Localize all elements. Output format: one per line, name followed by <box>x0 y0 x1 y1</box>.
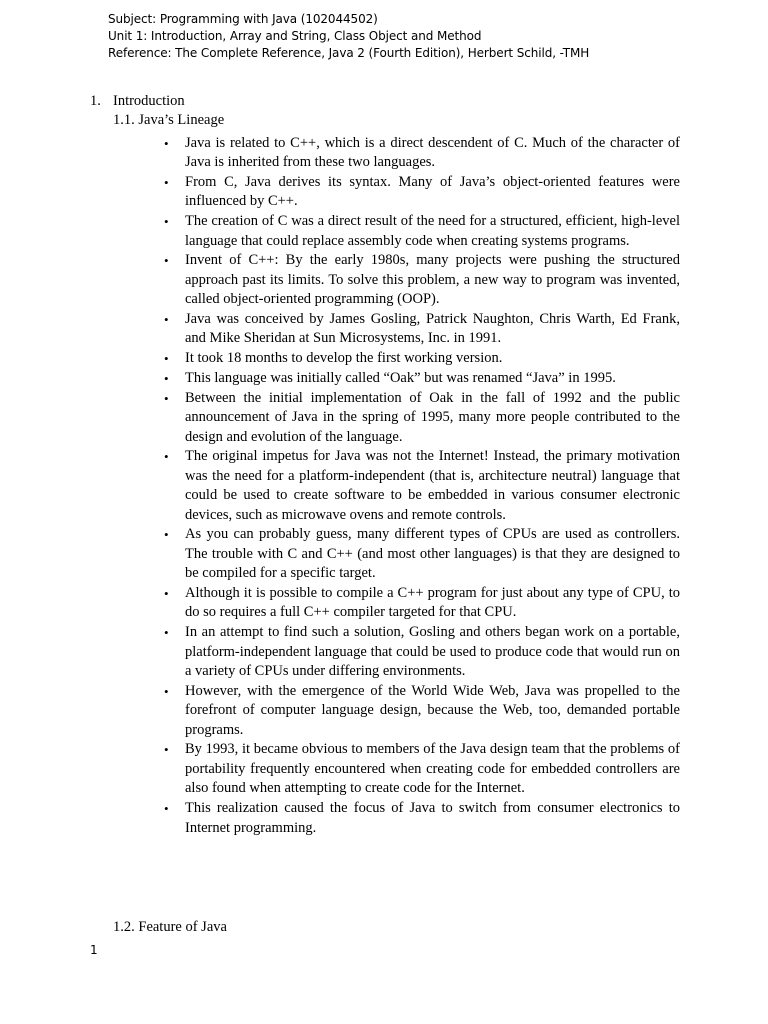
list-item <box>90 310 680 349</box>
list-item <box>90 389 680 447</box>
list-item-text: In an attempt to find such a solution, Gosling and others began work on a portable, platform-independent language that could be used to produce code that would run on a variety of CPUs under differing environments. <box>185 624 680 680</box>
list-item <box>90 173 680 212</box>
list-item-text: Java was conceived by James Gosling, Patrick Naughton, Chris Warth, Ed Frank, and Mike Sheridan at Sun Microsystems, Inc. in 1991. <box>185 311 680 347</box>
list-item-text: Invent of C++: By the early 1980s, many projects were pushing the structured approach past its limits. To solve this problem, a new way to program was invented, called object-oriented programming (OOP). <box>185 252 680 308</box>
bullet-icon: • <box>164 625 169 641</box>
bullet-icon: • <box>164 351 169 367</box>
bullet-icon: • <box>164 527 169 543</box>
bullet-icon: • <box>164 135 169 151</box>
list-item-text: From C, Java derives its syntax. Many of Java’s object-oriented features were influenced by C++. <box>185 174 680 210</box>
list-item-text: Java is related to C++, which is a direct descendent of C. Much of the character of Java is inherited from these two languages. <box>185 134 680 171</box>
list-item <box>90 134 680 173</box>
section-title: Introduction <box>113 93 185 109</box>
list-item <box>90 740 680 798</box>
list-item-text: The creation of C was a direct result of the need for a structured, efficient, high-level language that could replace assembly code when creating systems programs. <box>185 213 680 249</box>
list-item <box>90 584 680 623</box>
header-subject: Subject: Programming with Java (102044502) <box>108 12 378 26</box>
section-number: 1. <box>90 93 101 109</box>
bullet-icon: • <box>164 449 169 465</box>
header-unit: Unit 1: Introduction, Array and String, Class Object and Method <box>108 29 482 43</box>
list-item-text: As you can probably guess, many different types of CPUs are used as controllers. The trouble with C and C++ (and most other languages) is that they are designed to be compiled for a specific target. <box>185 526 680 582</box>
list-item-text: Between the initial implementation of Oak in the fall of 1992 and the public announcement of Java in the spring of 1995, many more people contributed to the design and evolution of the language. <box>185 389 680 445</box>
section-heading-introduction <box>90 92 680 111</box>
list-item-text: By 1993, it became obvious to members of the Java design team that the problems of portability frequently encountered when creating code for embedded controllers are also found when attempting to create code for the Internet. <box>185 741 680 797</box>
document-body <box>90 92 680 838</box>
list-item-text: This language was initially called “Oak” but was renamed “Java” in 1995. <box>185 370 616 387</box>
header-reference: Reference: The Complete Reference, Java 2 (Fourth Edition), Herbert Schild, -TMH <box>108 46 590 60</box>
list-item-text: It took 18 months to develop the first working version. <box>185 350 503 367</box>
list-item-text: The original impetus for Java was not the Internet! Instead, the primary motivation was the need for a platform-independent (that is, architecture neutral) language that could be used to create software to be embedded in various consumer electronic devices, such as microwave ovens and remote controls. <box>185 448 680 523</box>
page-number: 1 <box>90 943 98 957</box>
bullet-icon: • <box>164 214 169 230</box>
bullet-icon: • <box>164 742 169 758</box>
list-item-text: Although it is possible to compile a C++ program for just about any type of CPU, to do so requires a full C++ compiler targeted for that CPU. <box>185 585 680 621</box>
list-item <box>90 525 680 583</box>
list-item <box>90 349 680 368</box>
subsection-heading-feature-of-java: 1.2. Feature of Java <box>113 919 227 935</box>
list-item <box>90 623 680 681</box>
bullet-icon: • <box>164 371 169 387</box>
list-item <box>90 682 680 740</box>
bullet-icon: • <box>164 175 169 191</box>
bullet-icon: • <box>164 253 169 269</box>
bullet-list <box>90 134 680 838</box>
subsection-heading-javas-lineage: 1.1. Java’s Lineage <box>113 112 225 129</box>
list-item <box>90 212 680 251</box>
bullet-icon: • <box>164 683 169 699</box>
list-item <box>90 369 680 388</box>
list-item <box>90 251 680 309</box>
bullet-icon: • <box>164 586 169 602</box>
page-header <box>108 11 589 62</box>
bullet-icon: • <box>164 312 169 328</box>
list-item-text: This realization caused the focus of Java to switch from consumer electronics to Internet programming. <box>185 800 680 836</box>
list-item-text: However, with the emergence of the World Wide Web, Java was propelled to the forefront of computer language design, because the Web, too, demanded portable programs. <box>185 682 680 738</box>
bullet-icon: • <box>164 390 169 406</box>
bullet-icon: • <box>164 801 169 817</box>
list-item <box>90 799 680 838</box>
list-item <box>90 447 680 525</box>
